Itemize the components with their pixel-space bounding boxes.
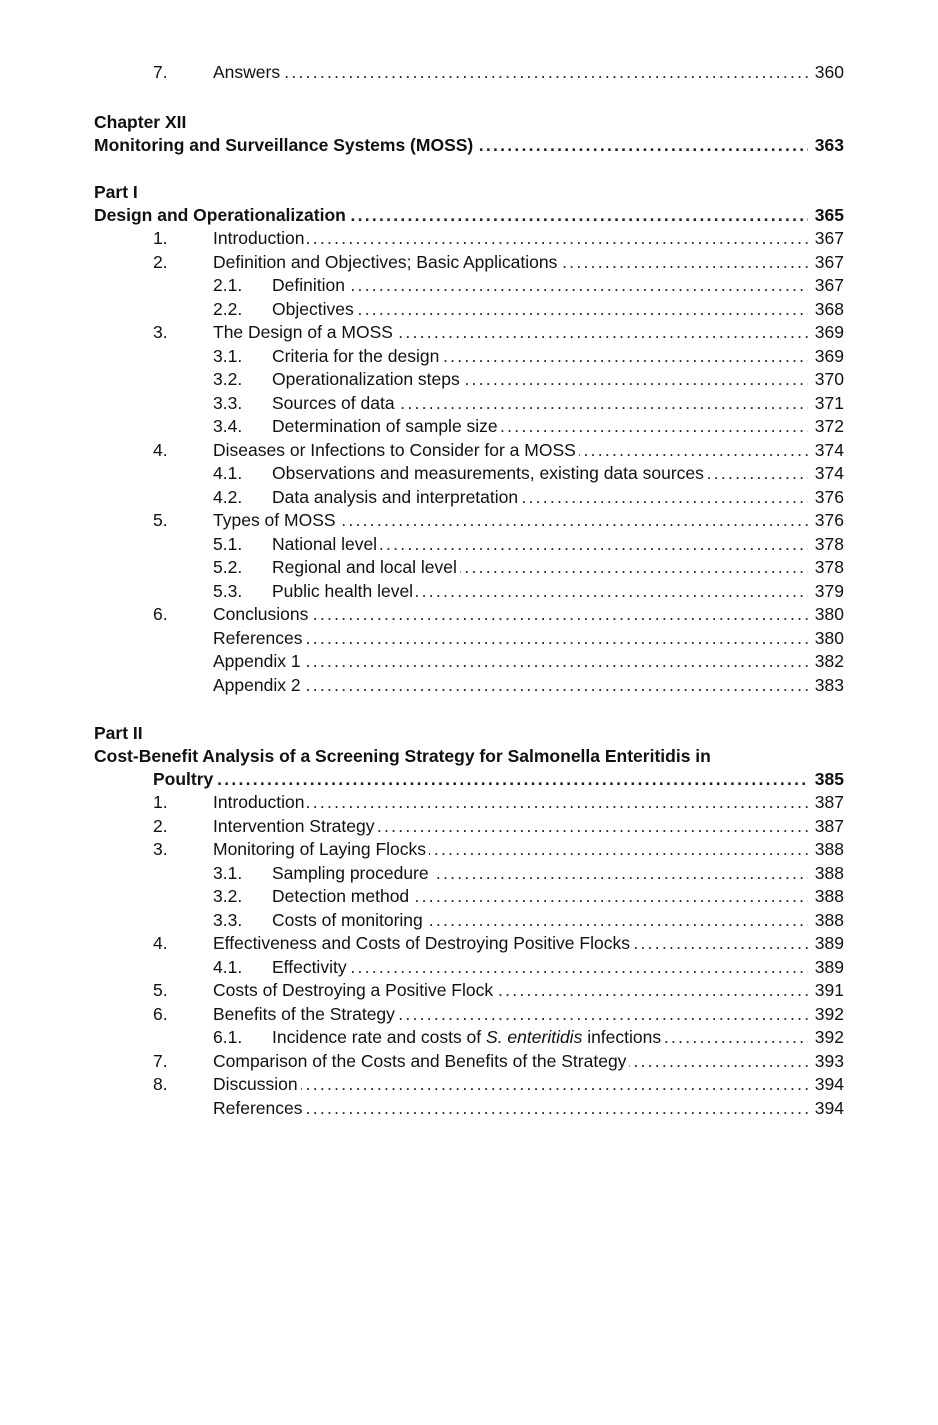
toc-entry[interactable] xyxy=(0,1097,938,1120)
entry-number: 2. xyxy=(153,815,168,836)
toc-entry[interactable] xyxy=(0,1050,938,1073)
part2-label: Part II xyxy=(94,723,143,743)
chapter-title-entry[interactable] xyxy=(0,134,938,157)
entry-number: 1. xyxy=(153,792,168,812)
entry-number: 2.1. xyxy=(213,275,243,295)
part2-title-entry[interactable] xyxy=(0,768,938,791)
entry-title: Regional and local level . . . xyxy=(272,556,808,579)
entry-page: 368 xyxy=(814,298,844,319)
entry-page: 367 xyxy=(814,228,844,248)
toc-entry[interactable] xyxy=(0,321,938,344)
entry-title: The Design of a MOSS . . . xyxy=(213,321,808,344)
toc-subentry[interactable] xyxy=(0,368,938,391)
entry-page: 376 xyxy=(814,510,844,530)
entry-page: 392 xyxy=(814,1027,844,1047)
chapter-page: 363 xyxy=(814,135,844,155)
entry-page: 387 xyxy=(814,792,844,812)
entry-page: 389 xyxy=(814,933,844,953)
part2-title-line1: Cost-Benefit Analysis of a Screening Strategy for Salmonella Enteritidis in xyxy=(94,746,711,766)
toc-subentry[interactable] xyxy=(0,274,938,297)
entry-page: 369 xyxy=(814,322,844,342)
toc-entry[interactable] xyxy=(0,439,938,462)
part2-page: 385 xyxy=(814,769,844,789)
entry-title: Sampling procedure . . . xyxy=(272,862,808,885)
entry-number: 4.1. xyxy=(213,956,243,977)
entry-number: 5. xyxy=(153,510,168,530)
entry-page: 394 xyxy=(814,1097,844,1118)
entry-number: 4.1. xyxy=(213,463,243,483)
entry-title: Objectives . . . xyxy=(272,298,808,321)
part1-title-entry[interactable] xyxy=(0,204,938,227)
entry-number: 5. xyxy=(153,980,168,1000)
entry-title: Definition and Objectives; Basic Applications . . . xyxy=(213,251,808,274)
toc-subentry[interactable] xyxy=(0,885,938,908)
toc-subentry[interactable] xyxy=(0,392,938,415)
entry-number: 3.1. xyxy=(213,862,243,883)
toc-entry[interactable] xyxy=(0,1003,938,1026)
entry-number: 7. xyxy=(153,62,168,82)
entry-number: 5.1. xyxy=(213,533,243,554)
entry-page: 393 xyxy=(814,1050,844,1071)
entry-page: 388 xyxy=(814,909,844,930)
entry-title: Effectivity . . . xyxy=(272,956,808,979)
part1-page: 365 xyxy=(814,205,844,225)
entry-page: 380 xyxy=(814,604,844,624)
toc-entry[interactable] xyxy=(0,251,938,274)
entry-page: 389 xyxy=(814,956,844,977)
entry-title: Answers . . . xyxy=(213,61,808,84)
toc-entry[interactable] xyxy=(0,603,938,626)
entry-number: 2. xyxy=(153,251,168,272)
toc-subentry[interactable] xyxy=(0,486,938,509)
entry-number: 4. xyxy=(153,439,168,460)
chapter-label: Chapter XII xyxy=(94,112,187,132)
part1-title: Design and Operationalization . . . xyxy=(94,204,808,227)
entry-title: Costs of Destroying a Positive Flock . . . xyxy=(213,979,808,1002)
entry-number: 5.2. xyxy=(213,557,243,577)
toc-subentry[interactable] xyxy=(0,862,938,885)
entry-title: Appendix 2 . . . xyxy=(213,674,808,697)
entry-page: 367 xyxy=(814,251,844,272)
entry-number: 3.2. xyxy=(213,886,243,906)
toc-subentry[interactable] xyxy=(0,345,938,368)
entry-title: National level . . . xyxy=(272,533,808,556)
entry-title: Diseases or Infections to Consider for a MOSS . . . xyxy=(213,439,808,462)
entry-title: References . . . xyxy=(213,1097,808,1120)
toc-entry[interactable] xyxy=(0,979,938,1002)
toc-subentry[interactable] xyxy=(0,580,938,603)
entry-number: 4.2. xyxy=(213,486,243,507)
entry-page: 372 xyxy=(814,416,844,436)
entry-page: 371 xyxy=(814,392,844,413)
entry-page: 388 xyxy=(814,839,844,859)
entry-title: References . . . xyxy=(213,627,808,650)
entry-title: Determination of sample size . . . xyxy=(272,415,808,438)
toc-entry[interactable] xyxy=(0,650,938,673)
entry-page: 367 xyxy=(814,275,844,295)
entry-number: 3.1. xyxy=(213,345,243,366)
entry-number: 3. xyxy=(153,839,168,859)
toc-subentry[interactable] xyxy=(0,533,938,556)
entry-title: Appendix 1 . . . xyxy=(213,650,808,673)
entry-number: 3.3. xyxy=(213,909,243,930)
toc-subentry[interactable] xyxy=(0,462,938,485)
entry-number: 6. xyxy=(153,1003,168,1024)
toc-entry[interactable] xyxy=(0,61,938,84)
toc-entry[interactable] xyxy=(0,791,938,814)
entry-page: 394 xyxy=(814,1074,844,1094)
entry-number: 3.3. xyxy=(213,392,243,413)
entry-page: 378 xyxy=(814,533,844,554)
entry-number: 6. xyxy=(153,604,168,624)
entry-page: 374 xyxy=(814,463,844,483)
toc-entry[interactable] xyxy=(0,932,938,955)
entry-title: Sources of data . . . xyxy=(272,392,808,415)
entry-title: Introduction . . . xyxy=(213,791,808,814)
entry-page: 392 xyxy=(814,1003,844,1024)
entry-page: 374 xyxy=(814,439,844,460)
entry-page: 380 xyxy=(814,627,844,648)
entry-page: 378 xyxy=(814,557,844,577)
toc-entry[interactable] xyxy=(0,838,938,861)
entry-page: 388 xyxy=(814,862,844,883)
entry-title: Conclusions . . . xyxy=(213,603,808,626)
entry-title: Observations and measurements, existing data sources . . . xyxy=(272,462,808,485)
entry-title: Introduction . . . xyxy=(213,227,808,250)
toc-entry[interactable] xyxy=(0,227,938,250)
part1-label: Part I xyxy=(94,182,138,202)
entry-page: 383 xyxy=(814,674,844,695)
entry-number: 3. xyxy=(153,322,168,342)
entry-title: Effectiveness and Costs of Destroying Positive Flocks . . . xyxy=(213,932,808,955)
entry-title: Incidence rate and costs of S. enteritidis infections . . . xyxy=(272,1026,808,1049)
entry-page: 370 xyxy=(814,369,844,389)
toc-subentry[interactable] xyxy=(0,298,938,321)
entry-number: 3.4. xyxy=(213,416,243,436)
entry-title: Intervention Strategy . . . xyxy=(213,815,808,838)
entry-title: Monitoring of Laying Flocks . . . xyxy=(213,838,808,861)
toc-subentry[interactable] xyxy=(0,415,938,438)
entry-title: Criteria for the design . . . xyxy=(272,345,808,368)
entry-number: 1. xyxy=(153,228,168,248)
entry-page: 360 xyxy=(814,62,844,82)
entry-title: Operationalization steps . . . xyxy=(272,368,808,391)
toc-entry[interactable] xyxy=(0,815,938,838)
entry-page: 369 xyxy=(814,345,844,366)
entry-page: 391 xyxy=(814,980,844,1000)
entry-number: 2.2. xyxy=(213,298,243,319)
entry-title: Definition . . . xyxy=(272,274,808,297)
entry-title: Comparison of the Costs and Benefits of the Strategy . . . xyxy=(213,1050,808,1073)
toc-subentry[interactable] xyxy=(0,956,938,979)
entry-title: Discussion . . . xyxy=(213,1073,808,1096)
entry-page: 379 xyxy=(814,580,844,601)
entry-page: 388 xyxy=(814,886,844,906)
entry-number: 5.3. xyxy=(213,580,243,601)
entry-number: 6.1. xyxy=(213,1027,243,1047)
entry-page: 382 xyxy=(814,651,844,671)
entry-number: 7. xyxy=(153,1050,168,1071)
toc-subentry[interactable] xyxy=(0,1026,938,1049)
part2-title-line2: Poultry . . . xyxy=(153,768,808,791)
toc-entry[interactable] xyxy=(0,1073,938,1096)
entry-title: Benefits of the Strategy . . . xyxy=(213,1003,808,1026)
entry-number: 3.2. xyxy=(213,369,243,389)
entry-title: Public health level . . . xyxy=(272,580,808,603)
entry-title: Costs of monitoring . . . xyxy=(272,909,808,932)
toc-subentry[interactable] xyxy=(0,909,938,932)
entry-page: 376 xyxy=(814,486,844,507)
chapter-title: Monitoring and Surveillance Systems (MOSS) . . . xyxy=(94,134,808,157)
toc-entry[interactable] xyxy=(0,509,938,532)
entry-number: 4. xyxy=(153,933,168,953)
entry-number: 8. xyxy=(153,1074,168,1094)
entry-title: Detection method . . . xyxy=(272,885,808,908)
entry-page: 387 xyxy=(814,815,844,836)
toc-entry[interactable] xyxy=(0,627,938,650)
toc-subentry[interactable] xyxy=(0,556,938,579)
toc-entry[interactable] xyxy=(0,674,938,697)
entry-title: Types of MOSS . . . xyxy=(213,509,808,532)
entry-title: Data analysis and interpretation . . . xyxy=(272,486,808,509)
